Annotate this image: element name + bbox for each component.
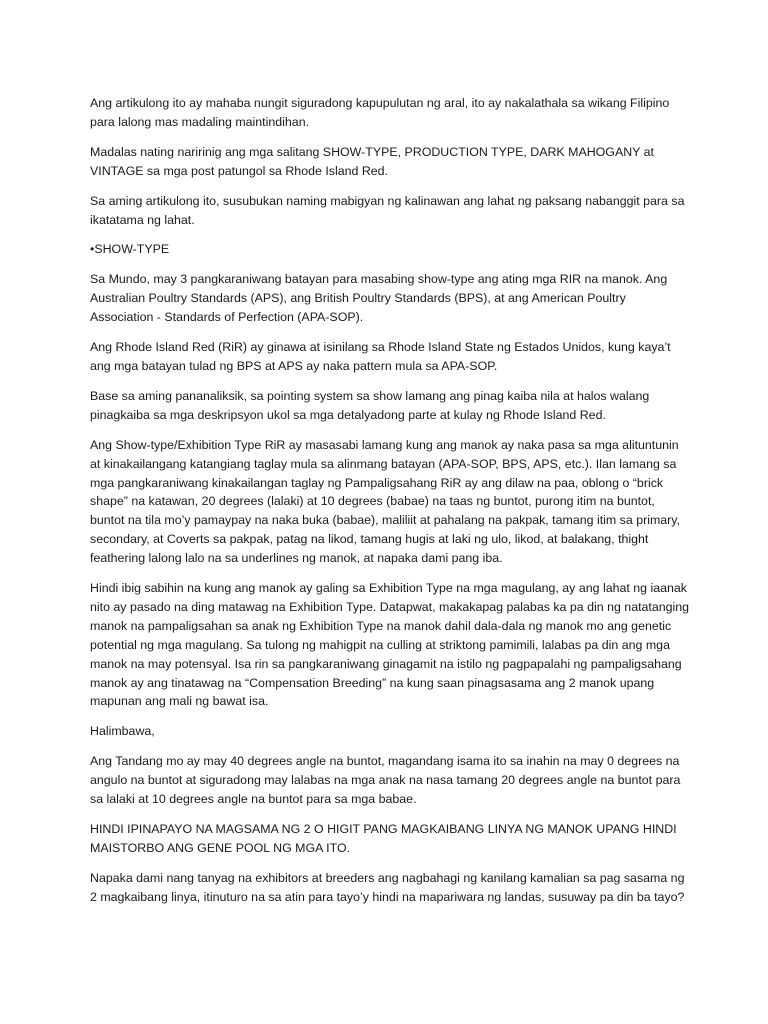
paragraph-warning: HINDI IPINAPAYO NA MAGSAMA NG 2 O HIGIT PANG MAGKAIBANG LINYA NG MANOK UPANG HINDI MAISTORBO ANG GENE POOL NG MGA ITO. xyxy=(90,822,677,855)
paragraph-closing: Napaka dami nang tanyag na exhibitors at breeders ang nagbahagi ng kanilang kamalian sa pag sasama ng 2 magkaibang linya, itinuturo na sa atin para tayo’y hindi na mapariwara ng landas, susuway pa din ba tayo? xyxy=(90,870,685,904)
section-heading-show-type: •SHOW-TYPE xyxy=(90,242,170,257)
paragraph-research: Base sa aming pananaliksik, sa pointing system sa show lamang ang pinag kaiba nila at halos walang pinagkaiba sa mga deskripsyon ukol sa mga detalyadong parte at kulay ng Rhode Island Red. xyxy=(90,388,650,422)
paragraph-example: Ang Tandang mo ay may 40 degrees angle na buntot, magandang isama ito sa inahin na may 0 degrees na angulo na buntot at siguradong may lalabas na mga anak na nasa tamang 20 degrees angle na buntot para sa lalaki at 10 degrees angle na buntot para sa mga babae. xyxy=(90,754,681,807)
paragraph-purpose: Sa aming artikulong ito, susubukan naming mabigyan ng kalinawan ang lahat ng paksang nabanggit para sa ikatatama ng lahat. xyxy=(90,193,685,227)
paragraph-terms: Madalas nating naririnig ang mga salitang SHOW-TYPE, PRODUCTION TYPE, DARK MAHOGANY at VINTAGE sa mga post patungol sa Rhode Island Red. xyxy=(90,144,654,178)
paragraph-standards: Sa Mundo, may 3 pangkaraniwang batayan para masabing show-type ang ating mga RIR na manok. Ang Australian Poultry Standards (APS), ang British Poultry Standards (BPS), at ang American Poultry Association - Standards of Perfection (APA-SOP). xyxy=(90,272,668,325)
paragraph-compensation-breeding: Hindi ibig sabihin na kung ang manok ay galing sa Exhibition Type na mga magulang, ay ang lahat ng iaanak nito ay pasado na ding matawag na Exhibition Type. Datapwat, makakapag palabas ka pa din ng natatanging manok na pampaligsahan sa anak ng Exhibition Type na manok dahil dala-dala ng manok mo ang genetic potential ng mga magulang. Sa tulong ng mahigpit na culling at striktong pamimili, lalabas pa din ang mga manok na may potensyal. Isa rin sa pangkaraniwang ginagamit na istilo ng pagpapalahi ng pampaligsahang manok ay ang tinatawag na “Compensation Breeding” na kung saan pinagsasama ang 2 manok upang mapunan ang mali ng bawat isa. xyxy=(90,581,690,709)
paragraph-rir-origin: Ang Rhode Island Red (RiR) ay ginawa at isinilang sa Rhode Island State ng Estados Unidos, kung kaya’t ang mga batayan tulad ng BPS at APS ay naka pattern mula sa APA-SOP. xyxy=(90,340,671,373)
paragraph-example-label: Halimbawa, xyxy=(90,724,155,739)
paragraph-show-type-criteria: Ang Show-type/Exhibition Type RiR ay masasabi lamang kung ang manok ay naka pasa sa mga alituntunin at kinakailangang katangiang taglay mula sa alinmang batayan (APA-SOP, BPS, APS, etc.). Ilan lamang sa mga pangkaraniwang kinakailangan taglay ng Pampaligsahang RiR ay ang dilaw na paa, oblong o “brick shape” na katawan, 20 degrees (lalaki) at 10 degrees (babae) na taas ng buntot, purong itim na buntot, buntot na tila mo’y pamaypay na naka buka (babae), maliliit at pahalang na pakpak, tamang itim sa primary, secondary, at Coverts sa pakpak, patag na likod, tamang hugis at laki ng ulo, likod, at balakang, thight feathering lalong lalo na sa underlines ng manok, at napaka dami pang iba. xyxy=(90,437,681,566)
paragraph-intro: Ang artikulong ito ay mahaba nungit siguradong kapupulutan ng aral, ito ay nakalathala sa wikang Filipino para lalong mas madaling maintindihan. xyxy=(90,96,670,129)
document-page xyxy=(90,94,690,918)
